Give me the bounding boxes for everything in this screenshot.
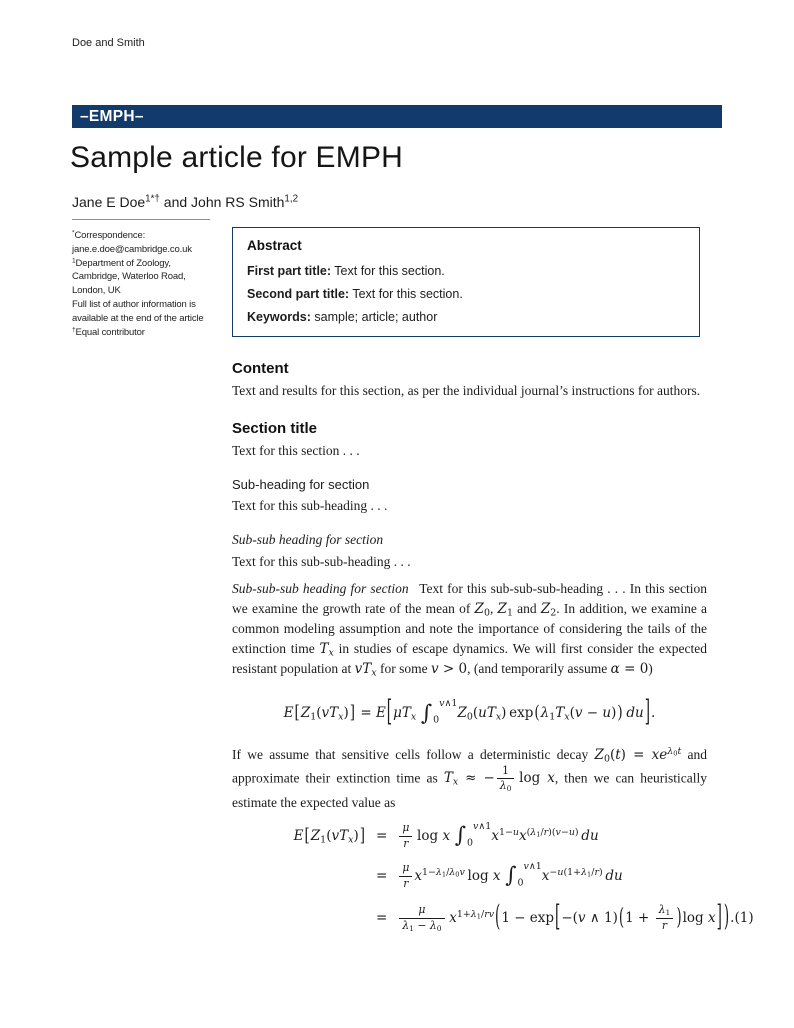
article-body (232, 360, 754, 935)
equation-row (232, 899, 754, 935)
equation-display: E[Z1(vTx)] = E[μTx $\int_0^{v\wedge 1}Z0(uTx) \exp(\lambda 1Tx(v - u))$ du]. (283, 694, 656, 730)
equals-sign: = (376, 909, 388, 926)
running-head: Doe and Smith (72, 37, 145, 49)
correspondence-line: †Equal contributor (72, 325, 145, 338)
correspondence-line: London, UK (72, 285, 121, 297)
equation-lhs: E[Z1(vTx)] (293, 824, 365, 846)
paragraph-after-equation: If we assume that sensitive cells follow a deterministic decay $Z0(t) = xe^{\lambda 0t}$ and approximate their extinction time as Tx ≈ − $\frac{1}{\lambda 0}$ log x, then we can heuristically estimate the expected value as (232, 745, 707, 810)
subsubheading-paragraph: Text for this sub-sub-heading . . . (232, 554, 411, 569)
correspondence-line: jane.e.doe@cambridge.co.uk (72, 243, 192, 255)
content-heading: Content (232, 360, 289, 377)
subheading-paragraph: Text for this sub-heading . . . (232, 498, 388, 513)
correspondence-line: $^1$Department of Zoology, (72, 256, 171, 269)
journal-banner (72, 105, 722, 128)
abstract-items (247, 264, 685, 324)
correspondence-line: Cambridge, Waterloo Road, (72, 271, 186, 283)
equation-aligned (232, 820, 754, 935)
abstract-item: Keywords: sample; article; author (247, 310, 438, 324)
abstract-item-label: Keywords: (247, 310, 311, 324)
subsubheading: Sub-sub heading for section (232, 532, 384, 547)
sidebar-divider (72, 219, 210, 220)
equals-sign: = (376, 827, 388, 844)
equation-rhs: $\frac{\mu}{r}$ $x^{1-\lambda 1/\lambda 0v}$ log x $\int_0^{v\wedge 1}x^{-u(1+\lambda 1/r)}$ du (397, 861, 622, 891)
correspondence-line: available at the end of the article (72, 312, 204, 324)
equation-rhs: $\frac{\mu}{r}$ log x $\int_0^{v\wedge 1}x^{1-u}x^{(\lambda 1/r)(v-u)}$ du (397, 821, 598, 851)
abstract-heading: Abstract (247, 238, 302, 253)
equation-row (232, 821, 707, 851)
correspondence-line: *Correspondence: (72, 229, 146, 241)
abstract-item: Second part title: Text for this section. (247, 287, 463, 301)
abstract-box (232, 227, 700, 337)
equals-sign: = (376, 867, 388, 884)
section-paragraph: Text for this section . . . (232, 443, 360, 458)
authors-line: Jane E Doe$^{1*\dagger}$ and John RS Smith$^{1,2}$ (72, 193, 299, 210)
equation-rhs: $\frac{\mu}{\lambda 1 - \lambda 0}$ $x^{1+\lambda 1/rv}(1 - \exp[-(v$ ∧ 1)(1 + $\frac{\lambda 1}{r}$ )log x] ). (397, 901, 734, 935)
article-title: Sample article for EMPH (70, 141, 404, 174)
correspondence-lines (72, 229, 228, 339)
section-heading: Section title (232, 420, 318, 437)
subsubsub-paragraph: Sub-sub-sub heading for section Text for this sub-sub-sub-heading . . . In this section we examine the growth rate of the mean of Z0, Z1 and Z2. In addition, we examine a common modeling assumption and note the importance of considering the tails of the extinction time Tx in studies of escape dynamics. We will first consider the expected resistant population at vTx for some v > 0, (and temporarily assume α = 0) (232, 581, 708, 679)
equation-row (232, 861, 707, 891)
equation-number: (1) (734, 909, 754, 926)
correspondence-block (72, 219, 228, 339)
journal-banner-label: –EMPH– (80, 107, 144, 125)
abstract-item: First part title: Text for this section. (247, 264, 445, 278)
abstract-item-label: Second part title: (247, 287, 350, 301)
subheading: Sub-heading for section (232, 477, 370, 492)
content-paragraph: Text and results for this section, as per the individual journal’s instructions for authors. (232, 383, 701, 398)
correspondence-line: Full list of author information is (72, 298, 196, 310)
abstract-item-label: First part title: (247, 264, 332, 278)
